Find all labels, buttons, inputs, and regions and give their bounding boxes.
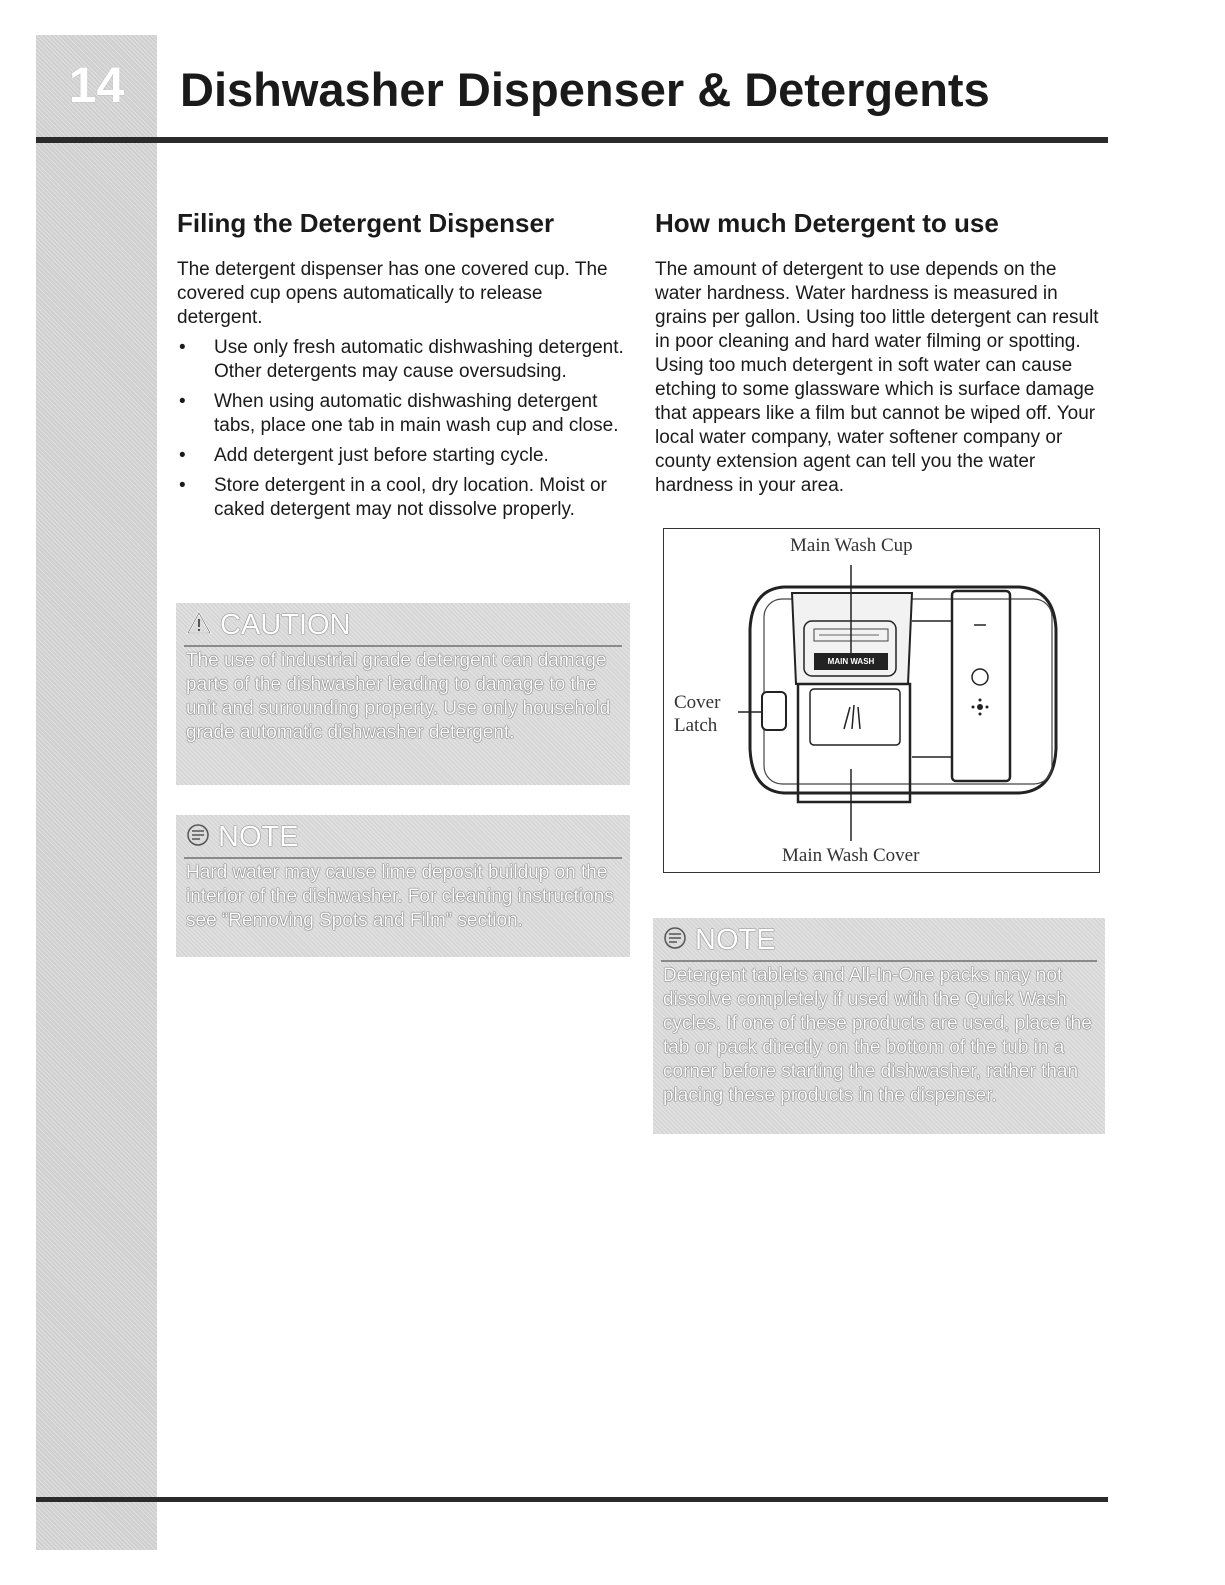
note-title xyxy=(663,926,776,956)
list-item xyxy=(176,474,636,522)
label-latch: Latch xyxy=(674,715,718,736)
caution-title-text: CAUTION xyxy=(220,609,351,641)
note-box-left xyxy=(176,815,630,957)
bullet-text: Use only fresh automatic dishwashing detergent. Other detergents may cause oversudsing. xyxy=(214,337,624,382)
list-item xyxy=(176,390,636,438)
page-title: Dishwasher Dispenser & Detergents xyxy=(180,63,990,116)
bullet-text: When using automatic dishwashing detergent tabs, place one tab in main wash cup and close. xyxy=(214,391,619,436)
note-title xyxy=(186,823,299,853)
bullet-dot: • xyxy=(179,445,186,466)
list-item xyxy=(176,336,636,384)
dispenser-illustration xyxy=(664,529,1101,874)
note-text: Hard water may cause lime deposit buildup on the interior of the dishwasher. For cleaning instructions see “Removing Spots and Film” section. xyxy=(186,862,614,931)
bullet-dot: • xyxy=(179,475,186,496)
note-rule xyxy=(184,857,622,859)
note-rule xyxy=(661,960,1097,962)
label-main-wash-cup: Main Wash Cup xyxy=(790,535,913,556)
list-item xyxy=(176,444,636,468)
header-rule xyxy=(36,137,1108,143)
bullet-list xyxy=(176,336,636,528)
side-band xyxy=(36,35,157,1550)
bullet-dot: • xyxy=(179,391,186,412)
left-intro-text: The detergent dispenser has one covered cup. The covered cup opens automatically to release detergent. xyxy=(177,259,608,328)
caution-text: The use of industrial grade detergent can damage parts of the dishwasher leading to damage to the unit and surrounding property. Use only household grade automatic dishwasher detergent. xyxy=(186,650,611,743)
caution-title xyxy=(186,611,351,641)
right-body-text: The amount of detergent to use depends on the water hardness. Water hardness is measured in grains per gallon. Using too little detergent can result in poor cleaning and hard water filming or spotting. Using too much detergent in soft water can cause etching to some glassware which is surface damage that appears like a film but cannot be wiped off. Your local water company, water softener company or county extension agent can tell you the water hardness in your area. xyxy=(655,259,1099,496)
dispenser-diagram xyxy=(663,528,1100,873)
note-icon xyxy=(186,823,210,853)
caution-box xyxy=(176,603,630,785)
bullet-dot: • xyxy=(179,337,186,358)
left-section-heading: Filing the Detergent Dispenser xyxy=(177,208,555,238)
cup-label: MAIN WASH xyxy=(827,657,875,666)
right-section-heading: How much Detergent to use xyxy=(655,208,999,238)
caution-rule xyxy=(184,645,622,647)
note-box-right xyxy=(653,918,1105,1134)
footer-rule xyxy=(36,1497,1108,1502)
note-title-text: NOTE xyxy=(218,821,299,853)
bullet-text: Add detergent just before starting cycle. xyxy=(214,445,549,466)
page-number: 14 xyxy=(68,57,125,113)
note-text: Detergent tablets and All-In-One packs may not dissolve completely if used with the Quick Wash cycles. If one of these products are used, place the tab or pack directly on the bottom of the tub in a corner before starting the dishwasher, rather than placing these products in the dispenser. xyxy=(663,965,1092,1106)
label-cover: Cover xyxy=(674,692,721,713)
note-icon xyxy=(663,926,687,956)
note-title-text: NOTE xyxy=(695,924,776,956)
bullet-text: Store detergent in a cool, dry location. Moist or caked detergent may not dissolve properly. xyxy=(214,475,607,520)
label-main-wash-cover: Main Wash Cover xyxy=(782,845,920,866)
warning-triangle-icon xyxy=(186,611,212,641)
